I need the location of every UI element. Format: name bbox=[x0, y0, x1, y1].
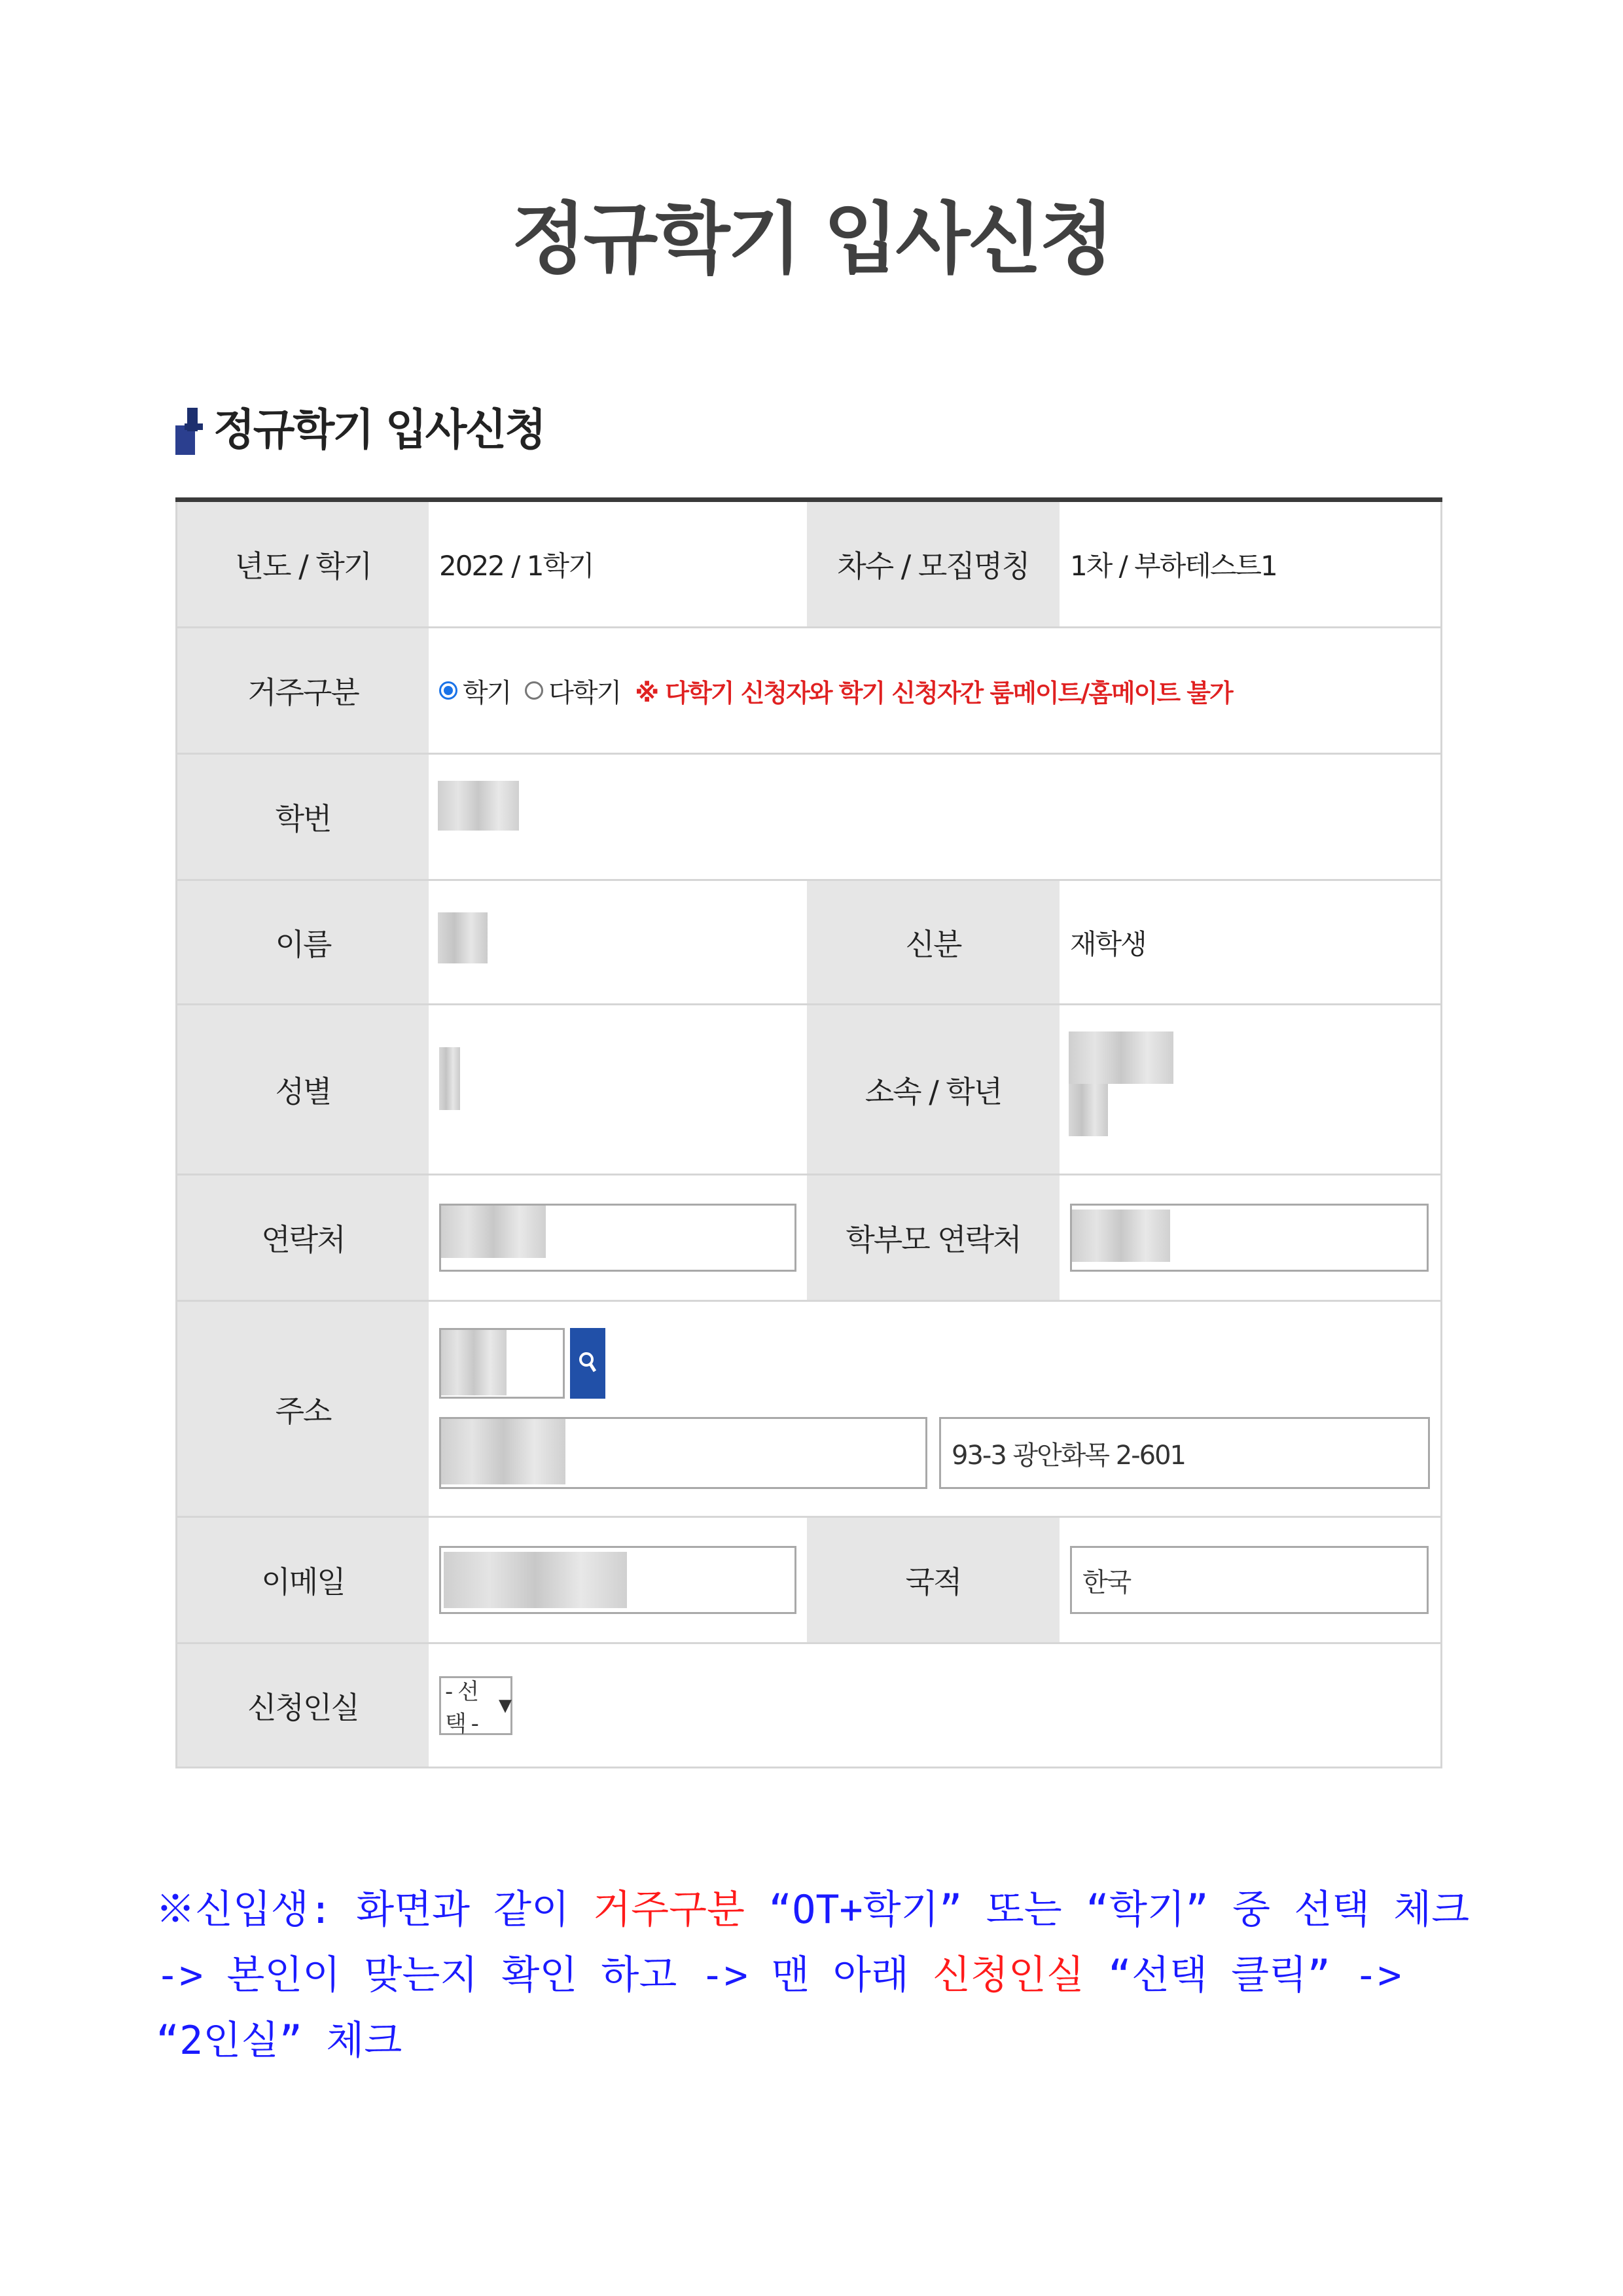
nationality-label: 국적 bbox=[807, 1518, 1060, 1642]
student-id-value bbox=[429, 755, 1440, 879]
section-title: 정규학기 입사신청 bbox=[213, 404, 545, 455]
radio-semester[interactable] bbox=[439, 681, 457, 700]
form-row-email bbox=[175, 1518, 1442, 1644]
redacted-email bbox=[444, 1552, 627, 1608]
note-highlight-room-type: 신청인실 bbox=[932, 1952, 1084, 1998]
room-type-cell bbox=[429, 1644, 1440, 1767]
postcode-input[interactable] bbox=[439, 1328, 565, 1399]
postcode-group bbox=[439, 1328, 605, 1399]
status-value: 재학생 bbox=[1070, 927, 1146, 960]
nationality-cell bbox=[1060, 1518, 1440, 1642]
name-value bbox=[429, 881, 807, 1003]
email-input[interactable] bbox=[439, 1546, 796, 1614]
address-detail-input[interactable] bbox=[939, 1417, 1430, 1489]
nationality-input[interactable] bbox=[1070, 1546, 1429, 1614]
search-icon bbox=[578, 1350, 597, 1376]
email-cell bbox=[429, 1518, 807, 1642]
radio-semester-label[interactable]: 학기 bbox=[463, 677, 511, 708]
radio-multi-semester-label[interactable]: 다학기 bbox=[548, 677, 621, 708]
phone-input[interactable] bbox=[439, 1204, 796, 1272]
gender-value bbox=[429, 1005, 807, 1174]
address-cell bbox=[429, 1302, 1440, 1516]
redacted-address bbox=[441, 1419, 565, 1484]
section-header bbox=[175, 393, 544, 458]
redacted-gender bbox=[439, 1047, 460, 1110]
round-value: 1차 / 부하테스트1 bbox=[1070, 550, 1277, 582]
parent-phone-input[interactable] bbox=[1070, 1204, 1429, 1272]
form-row-residence bbox=[175, 628, 1442, 755]
form-row-year bbox=[175, 502, 1442, 628]
instruction-line-2 bbox=[156, 1943, 1491, 2008]
redacted-affiliation bbox=[1069, 1031, 1173, 1084]
redacted-student-id bbox=[438, 781, 519, 831]
residence-type-label: 거주구분 bbox=[177, 628, 429, 753]
roommate-warning: ※ 다학기 신청자와 학기 신청자간 룸메이트/홈메이트 불가 bbox=[635, 678, 1232, 708]
form-row-name bbox=[175, 881, 1442, 1005]
note-highlight-residence: 거주구분 bbox=[593, 1887, 745, 1933]
radio-multi-semester[interactable] bbox=[525, 681, 543, 700]
application-form bbox=[175, 497, 1442, 1768]
affiliation-label: 소속 / 학년 bbox=[807, 1005, 1060, 1174]
address-input[interactable] bbox=[439, 1417, 927, 1489]
year-term-value: 2022 / 1학기 bbox=[439, 550, 594, 582]
phone-cell bbox=[429, 1175, 807, 1300]
instruction-line-1 bbox=[156, 1877, 1491, 1943]
chevron-down-icon: ▼ bbox=[499, 1695, 510, 1715]
email-label: 이메일 bbox=[177, 1518, 429, 1642]
affiliation-value bbox=[1060, 1005, 1440, 1174]
phone-label: 연락처 bbox=[177, 1175, 429, 1300]
address-detail-value: 93-3 광안화목 2-601 bbox=[952, 1440, 1186, 1471]
redacted-parent-phone bbox=[1072, 1210, 1170, 1262]
redacted-name bbox=[438, 912, 488, 963]
note-text: “선택 클릭” -> bbox=[1084, 1952, 1402, 1998]
parent-phone-cell bbox=[1060, 1175, 1440, 1300]
note-text: “2인실” 체크 bbox=[156, 2018, 402, 2064]
form-row-student-id bbox=[175, 755, 1442, 881]
form-row-gender bbox=[175, 1005, 1442, 1175]
nationality-value: 한국 bbox=[1082, 1567, 1131, 1598]
redacted-postcode bbox=[441, 1330, 507, 1395]
form-row-address bbox=[175, 1302, 1442, 1518]
status-label: 신분 bbox=[807, 881, 1060, 1003]
room-type-selected: - 선택 - bbox=[445, 1678, 478, 1737]
room-type-select[interactable] bbox=[439, 1676, 512, 1735]
note-text: -> 본인이 맞는지 확인 하고 -> 맨 아래 bbox=[156, 1952, 933, 1998]
redacted-grade bbox=[1069, 1084, 1108, 1136]
residence-type-options bbox=[429, 628, 1440, 753]
note-text: “OT+학기” 또는 “학기” 중 선택 체크 bbox=[745, 1887, 1470, 1933]
round-label: 차수 / 모집명칭 bbox=[807, 502, 1060, 626]
address-label: 주소 bbox=[177, 1302, 429, 1516]
redacted-phone bbox=[441, 1206, 546, 1258]
year-term-label: 년도 / 학기 bbox=[177, 502, 429, 626]
note-text: ※신입생: 화면과 같이 bbox=[156, 1887, 594, 1933]
form-row-room-type bbox=[175, 1644, 1442, 1768]
page-title: 정규학기 입사신청 bbox=[511, 194, 1112, 284]
name-label: 이름 bbox=[177, 881, 429, 1003]
address-search-button[interactable] bbox=[570, 1328, 605, 1399]
student-id-label: 학번 bbox=[177, 755, 429, 879]
gender-label: 성별 bbox=[177, 1005, 429, 1174]
instruction-line-3 bbox=[156, 2008, 1491, 2073]
form-row-phone bbox=[175, 1175, 1442, 1302]
room-type-label: 신청인실 bbox=[177, 1644, 429, 1767]
parent-phone-label: 학부모 연락처 bbox=[807, 1175, 1060, 1300]
section-marker-icon bbox=[175, 396, 202, 455]
